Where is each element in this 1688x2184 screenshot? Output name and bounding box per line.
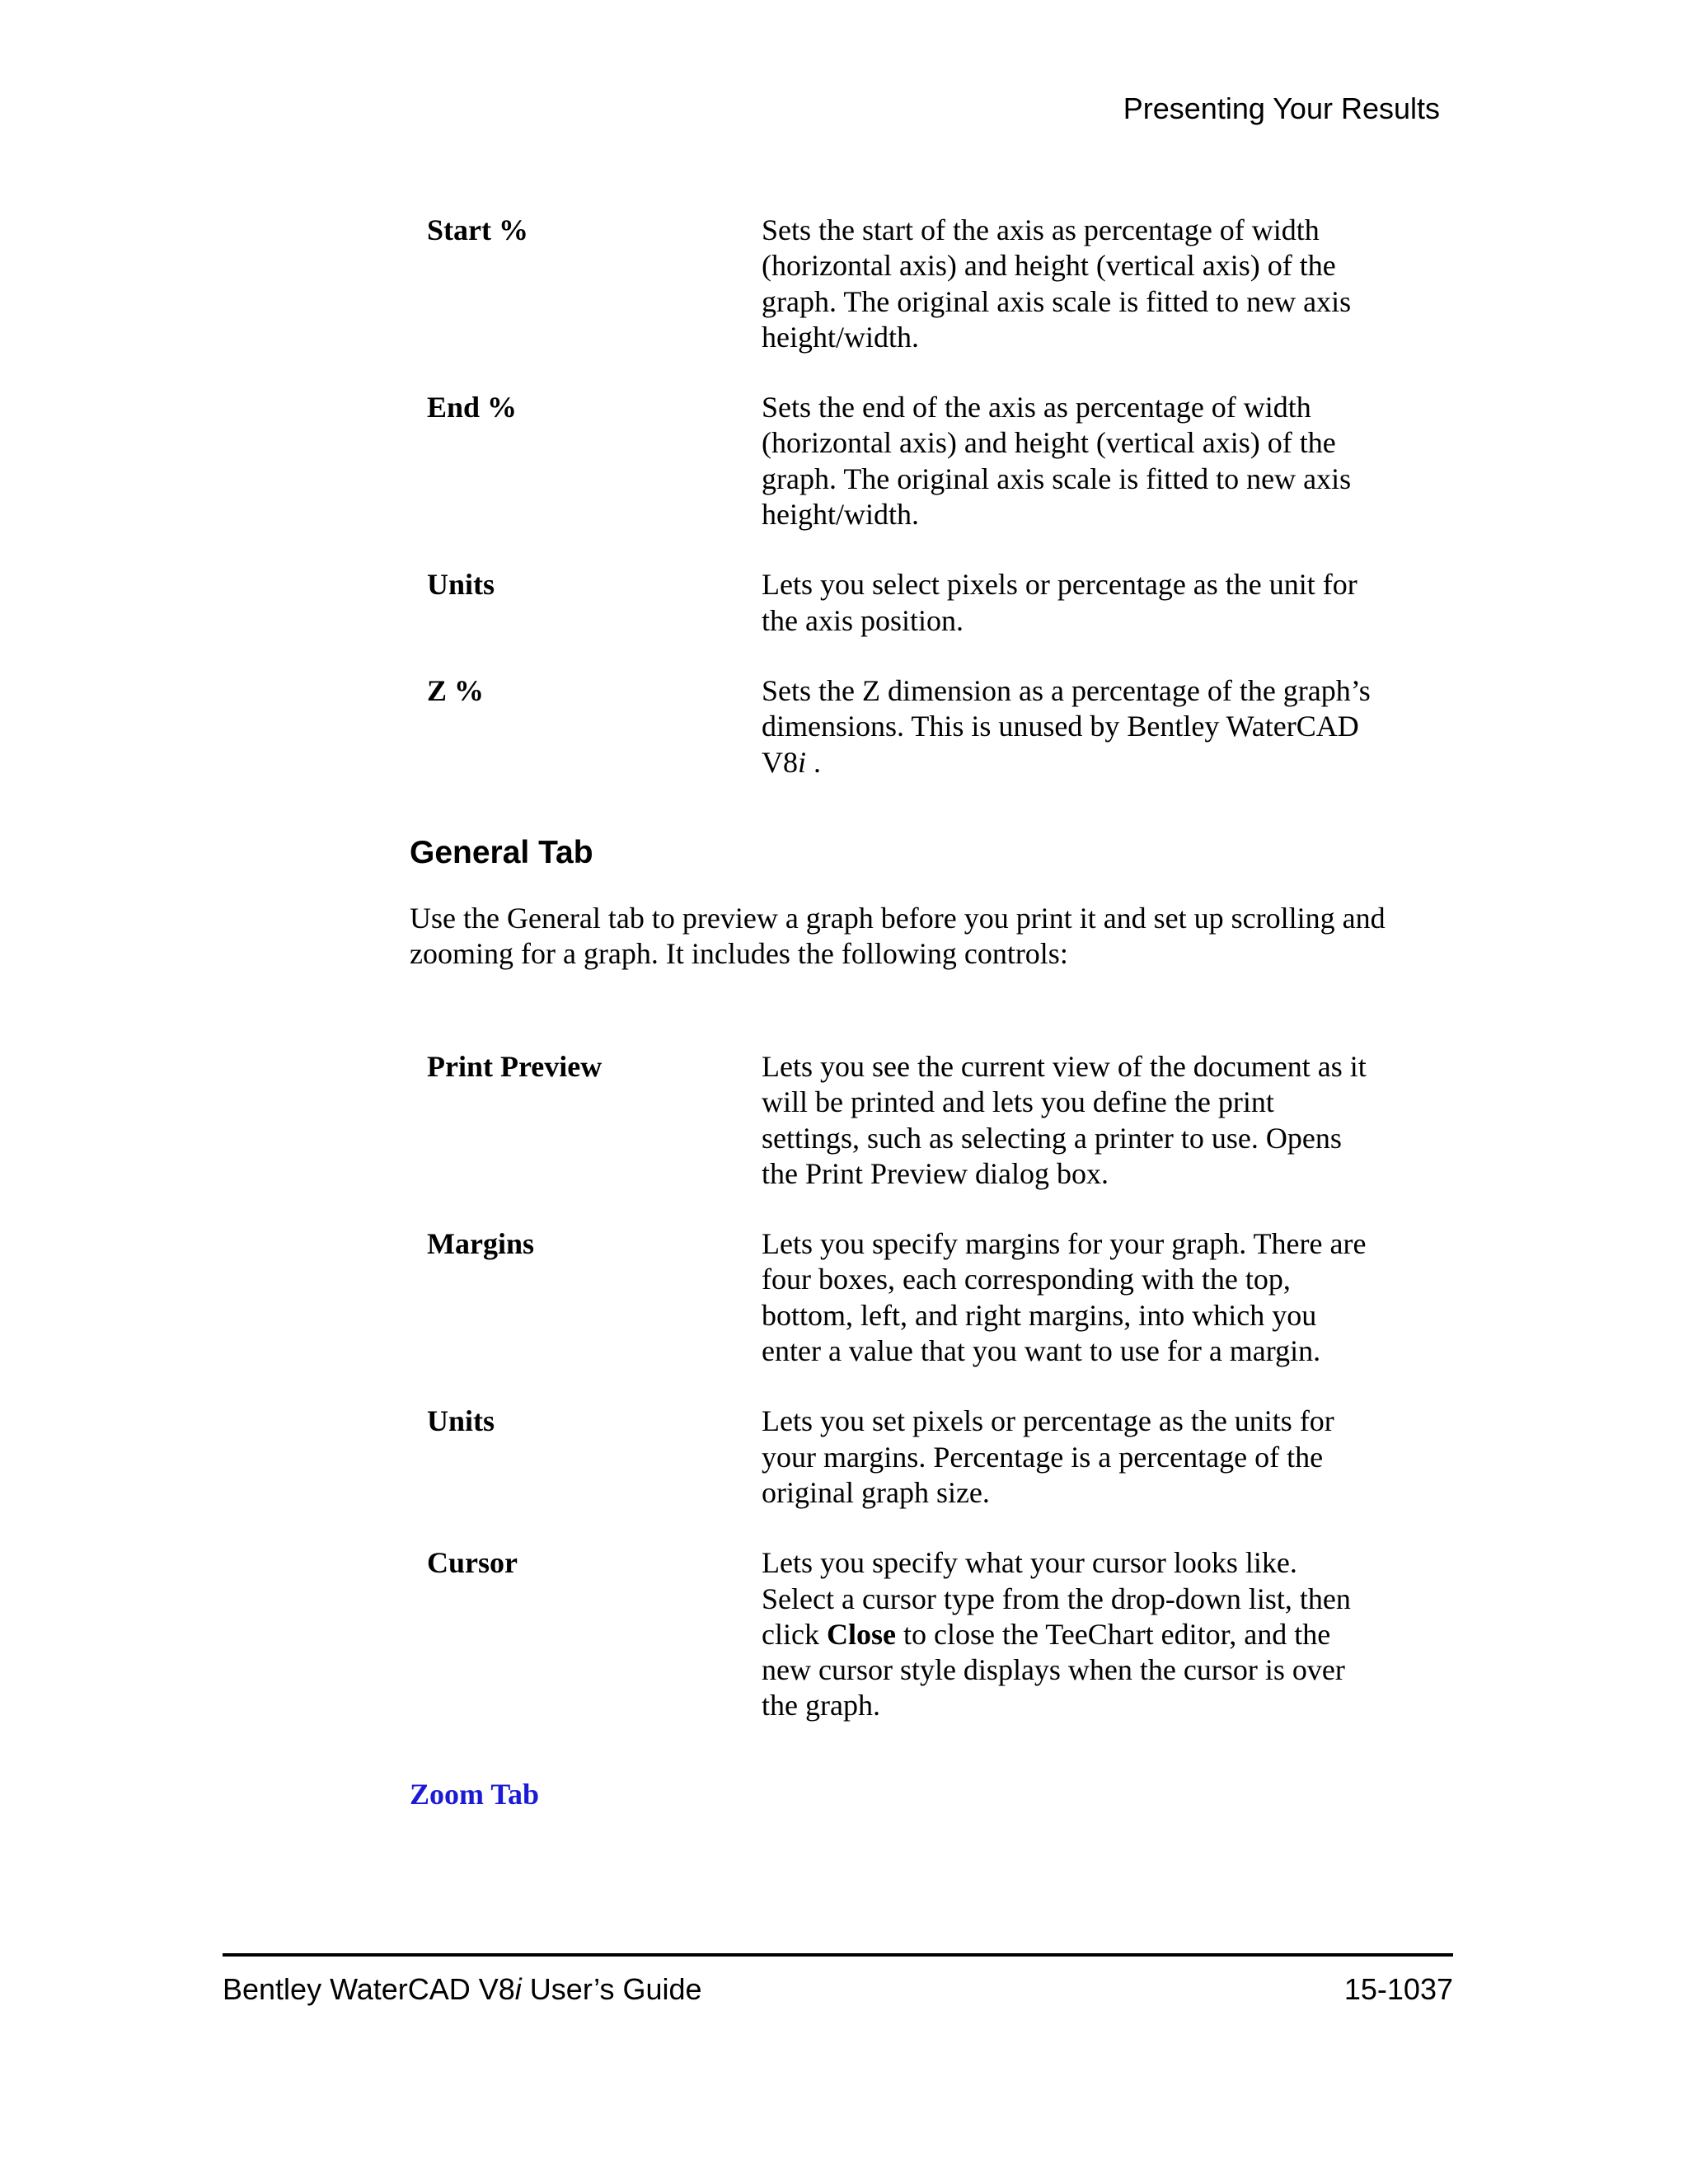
definition-row bbox=[427, 213, 1383, 355]
definition-description: Sets the start of the axis as percentage of width (horizontal axis) and height (vertical axis) of the graph. The original axis scale is fitted to new axis height/width. bbox=[762, 213, 1352, 354]
description-text-end: . bbox=[806, 745, 822, 779]
definition-term: Margins bbox=[427, 1227, 534, 1261]
definition-description: Sets the end of the axis as percentage of width (horizontal axis) and height (vertical axis) of the graph. The original axis scale is fitted to new axis height/width. bbox=[762, 391, 1352, 532]
footer-guide-title bbox=[223, 1970, 702, 2009]
description-text-end: to close the TeeChart editor, and the new cursor style displays when the cursor is over the graph. bbox=[762, 1617, 1345, 1722]
definition-row bbox=[427, 673, 1383, 780]
definition-row bbox=[427, 1049, 1383, 1192]
definition-description: Lets you select pixels or percentage as the unit for the axis position. bbox=[762, 568, 1357, 637]
definition-term: Units bbox=[427, 1404, 495, 1438]
description-bold: Close bbox=[826, 1617, 896, 1651]
definition-row bbox=[427, 567, 1383, 639]
definition-row bbox=[427, 1545, 1383, 1723]
footer-title-italic: i bbox=[514, 1972, 522, 2006]
definition-term: Z % bbox=[427, 673, 485, 707]
definition-description: Lets you specify margins for your graph. There are four boxes, each corresponding with the top, bottom, left, and right margins, into which you enter a value that you want to use for a margin. bbox=[762, 1227, 1367, 1368]
description-text: Lets you specify what your cursor looks like. Select a cursor type from the drop-down list, then click bbox=[762, 1546, 1351, 1651]
definition-term: Print Preview bbox=[427, 1050, 603, 1083]
section-heading: General Tab bbox=[410, 835, 593, 870]
definition-description: Lets you set pixels or percentage as the units for your margins. Percentage is a percentage of the original graph size. bbox=[762, 1404, 1334, 1509]
definition-row bbox=[427, 1404, 1383, 1511]
definition-description: Lets you see the current view of the document as it will be printed and lets you define the print settings, such as selecting a printer to use. Opens the Print Preview dialog box. bbox=[762, 1050, 1367, 1190]
description-text: Sets the Z dimension as a percentage of the graph’s dimensions. This is unused by Bentley WaterCAD V8 bbox=[762, 673, 1371, 779]
definition-description bbox=[762, 1545, 1372, 1723]
definition-row bbox=[427, 390, 1383, 532]
page-number: 15-1037 bbox=[1343, 1972, 1453, 2006]
definition-term: Start % bbox=[427, 213, 528, 246]
footer-title-text: Bentley WaterCAD V8 bbox=[223, 1972, 515, 2006]
definition-description bbox=[762, 673, 1372, 780]
definition-term: End % bbox=[427, 391, 518, 424]
definition-term: Cursor bbox=[427, 1546, 518, 1580]
axis-definition-table bbox=[427, 213, 1383, 815]
footer-divider bbox=[223, 1953, 1453, 1957]
description-italic: i bbox=[798, 745, 807, 779]
definition-term: Units bbox=[427, 568, 495, 602]
definition-row bbox=[427, 1226, 1383, 1369]
footer-title-text-end: User’s Guide bbox=[521, 1972, 702, 2006]
running-header: Presenting Your Results bbox=[1123, 91, 1440, 125]
zoom-tab-link[interactable]: Zoom Tab bbox=[410, 1778, 540, 1811]
intro-paragraph: Use the General tab to preview a graph before you print it and set up scrolling and zooming for a graph. It includes the following controls: bbox=[410, 902, 1386, 971]
general-tab-definition-table bbox=[427, 1049, 1383, 1759]
